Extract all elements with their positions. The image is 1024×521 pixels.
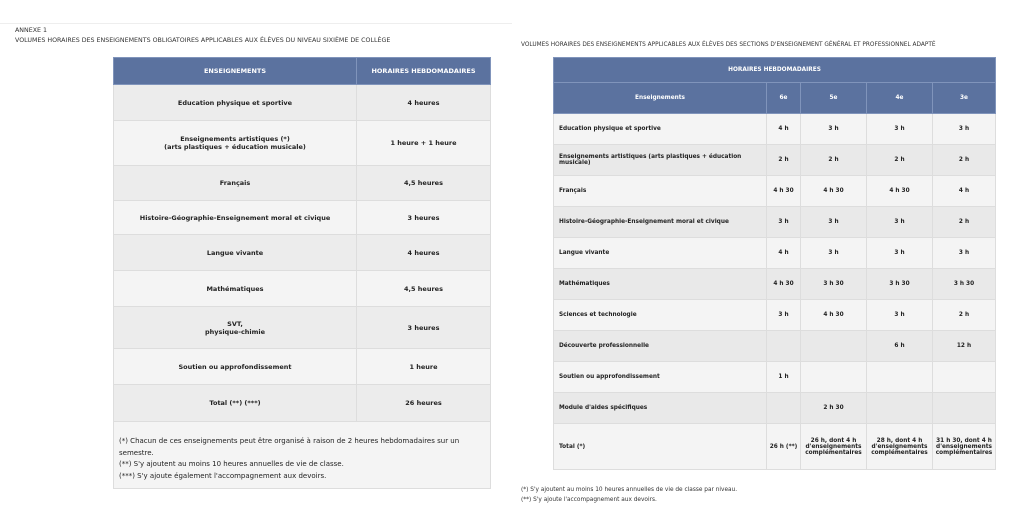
hours-cell: 2 h: [867, 145, 933, 176]
subject-cell: Education physique et sportive: [554, 114, 767, 145]
table-row: [114, 85, 491, 121]
right-footnote: (**) S'y ajoute l'accompagnement aux devoirs.: [521, 497, 657, 503]
hours-cell: 1 heure + 1 heure: [357, 121, 491, 166]
header-col: Enseignements: [554, 83, 767, 114]
subject-cell: Découverte professionnelle: [554, 331, 767, 362]
subject-detail: (arts plastiques + éducation musicale): [164, 143, 306, 151]
subject: Langue vivante: [206, 248, 264, 257]
header-col: 5e: [801, 83, 867, 114]
segpa-hours-table: [553, 57, 996, 470]
hours-cell: 4 h: [767, 238, 801, 269]
hours-cell: 3 h: [801, 238, 867, 269]
hours-cell: 4 h: [933, 176, 996, 207]
hours-cell: 2 h 30: [801, 393, 867, 424]
table-row: [114, 201, 491, 235]
hours-cell: 2 h: [933, 300, 996, 331]
hours-cell: 3 h: [801, 207, 867, 238]
table-row: [554, 176, 996, 207]
table-row: [114, 166, 491, 201]
subject-cell: [114, 201, 357, 235]
table-row: [114, 385, 491, 422]
subject-cell: [114, 271, 357, 307]
hours-cell: 3 h: [767, 207, 801, 238]
subject-cell: Module d'aides spécifiques: [554, 393, 767, 424]
hours-cell: 31 h 30, dont 4 h d'enseignements complémentaires: [933, 424, 996, 470]
divider: [0, 23, 512, 24]
subject-cell: Mathématiques: [554, 269, 767, 300]
subject-cell: [114, 385, 357, 422]
hours-cell: [933, 393, 996, 424]
subject-cell: Soutien ou approfondissement: [554, 362, 767, 393]
hours-cell: 3 heures: [357, 307, 491, 349]
hours-cell: 26 heures: [357, 385, 491, 422]
hours-cell: 3 h: [801, 114, 867, 145]
hours-cell: 12 h: [933, 331, 996, 362]
hours-cell: [801, 362, 867, 393]
subject: Total (**) (***): [209, 399, 261, 407]
hours-cell: [867, 362, 933, 393]
hours-cell: 3 h: [867, 300, 933, 331]
hours-cell: 3 h: [767, 300, 801, 331]
subject-cell: Enseignements artistiques (arts plastiques + éducation musicale): [554, 145, 767, 176]
subject-cell: Français: [554, 176, 767, 207]
hours-cell: 4 h 30: [767, 269, 801, 300]
hours-cell: 3 h: [933, 238, 996, 269]
hours-cell: 3 h: [933, 114, 996, 145]
hours-cell: 4 h 30: [767, 176, 801, 207]
hours-cell: 4,5 heures: [357, 166, 491, 201]
subject-cell: [114, 235, 357, 271]
hours-cell: 4 heures: [357, 235, 491, 271]
table-row: [114, 121, 491, 166]
table-row: [554, 114, 996, 145]
hours-cell: 4 h 30: [801, 300, 867, 331]
group-header: HORAIRES HEBDOMADAIRES: [554, 58, 996, 83]
table-row: [554, 238, 996, 269]
hours-cell: 3 heures: [357, 201, 491, 235]
header-enseignements: ENSEIGNEMENTS: [114, 58, 357, 85]
table-row: [114, 271, 491, 307]
header-col: 6e: [767, 83, 801, 114]
subject-cell: [114, 307, 357, 349]
header-horaires: HORAIRES HEBDOMADAIRES: [357, 58, 491, 85]
hours-cell: 2 h: [933, 207, 996, 238]
subject: Histoire-Géographie-Enseignement moral et civique: [139, 213, 331, 222]
hours-cell: 3 h 30: [933, 269, 996, 300]
hours-cell: 26 h (**): [767, 424, 801, 470]
hours-cell: 3 h 30: [867, 269, 933, 300]
subject-cell: Histoire-Géographie-Enseignement moral et civique: [554, 207, 767, 238]
hours-cell: 26 h, dont 4 h d'enseignements complémentaires: [801, 424, 867, 470]
header-col: 3e: [933, 83, 996, 114]
subject: Soutien ou approfondissement: [178, 362, 292, 371]
hours-cell: 28 h, dont 4 h d'enseignements complémentaires: [867, 424, 933, 470]
table-row: [554, 331, 996, 362]
hours-cell: 4 h: [767, 114, 801, 145]
left-title: VOLUMES HORAIRES DES ENSEIGNEMENTS OBLIGATOIRES APPLICABLES AUX ÉLÈVES DU NIVEAU SIXIÈME DE COLLÈGE: [15, 37, 391, 44]
subject-detail: physique-chimie: [204, 327, 266, 336]
table-row: [554, 300, 996, 331]
hours-cell: [767, 331, 801, 362]
subject: SVT,: [227, 319, 243, 328]
table-row: [554, 145, 996, 176]
hours-cell: 3 h: [867, 207, 933, 238]
sixieme-hours-table: [113, 57, 491, 489]
hours-cell: 4 h 30: [801, 176, 867, 207]
table-row: [554, 393, 996, 424]
hours-cell: 4 heures: [357, 85, 491, 121]
hours-cell: 1 heure: [357, 349, 491, 385]
subject-cell: Sciences et technologie: [554, 300, 767, 331]
hours-cell: 2 h: [801, 145, 867, 176]
table-row: [554, 362, 996, 393]
hours-cell: 3 h 30: [801, 269, 867, 300]
hours-cell: 4,5 heures: [357, 271, 491, 307]
hours-cell: [801, 331, 867, 362]
subject-cell: [114, 349, 357, 385]
table-row: [554, 424, 996, 470]
subject-cell: [114, 121, 357, 166]
hours-cell: 2 h: [933, 145, 996, 176]
hours-cell: 3 h: [867, 114, 933, 145]
footnote: (*) Chacun de ces enseignements peut être organisé à raison de 2 heures hebdomadaires sur un semestre.: [119, 437, 460, 457]
footnotes-row: [114, 422, 491, 489]
subject-cell: [114, 85, 357, 121]
hours-cell: [767, 393, 801, 424]
subject-cell: [114, 166, 357, 201]
footnote: (***) S'y ajoute également l'accompagnement aux devoirs.: [119, 471, 327, 480]
hours-cell: 1 h: [767, 362, 801, 393]
footnotes: [114, 422, 491, 489]
annex-label: ANNEXE 1: [15, 27, 48, 34]
table-row: [114, 349, 491, 385]
subject-cell: Langue vivante: [554, 238, 767, 269]
header-col: 4e: [867, 83, 933, 114]
hours-cell: [933, 362, 996, 393]
hours-cell: 3 h: [867, 238, 933, 269]
table-row: [114, 307, 491, 349]
subject-cell: Total (*): [554, 424, 767, 470]
table-row: [554, 269, 996, 300]
subject: Enseignements artistiques (*): [180, 135, 290, 143]
right-footnote: (*) S'y ajoutent au moins 10 heures annuelles de vie de classe par niveau.: [521, 487, 738, 493]
hours-cell: [867, 393, 933, 424]
table-row: [554, 207, 996, 238]
subject: Mathématiques: [206, 284, 264, 293]
right-title: VOLUMES HORAIRES DES ENSEIGNEMENTS APPLICABLES AUX ÉLÈVES DES SECTIONS D'ENSEIGNEMENT GÉNÉRAL ET PROFESSIONNEL ADAPTÉ: [521, 42, 936, 48]
hours-cell: 2 h: [767, 145, 801, 176]
subject: Français: [219, 179, 251, 187]
hours-cell: 4 h 30: [867, 176, 933, 207]
table-row: [114, 235, 491, 271]
hours-cell: 6 h: [867, 331, 933, 362]
subject: Education physique et sportive: [177, 98, 293, 107]
footnote: (**) S'y ajoutent au moins 10 heures annuelles de vie de classe.: [119, 460, 344, 468]
